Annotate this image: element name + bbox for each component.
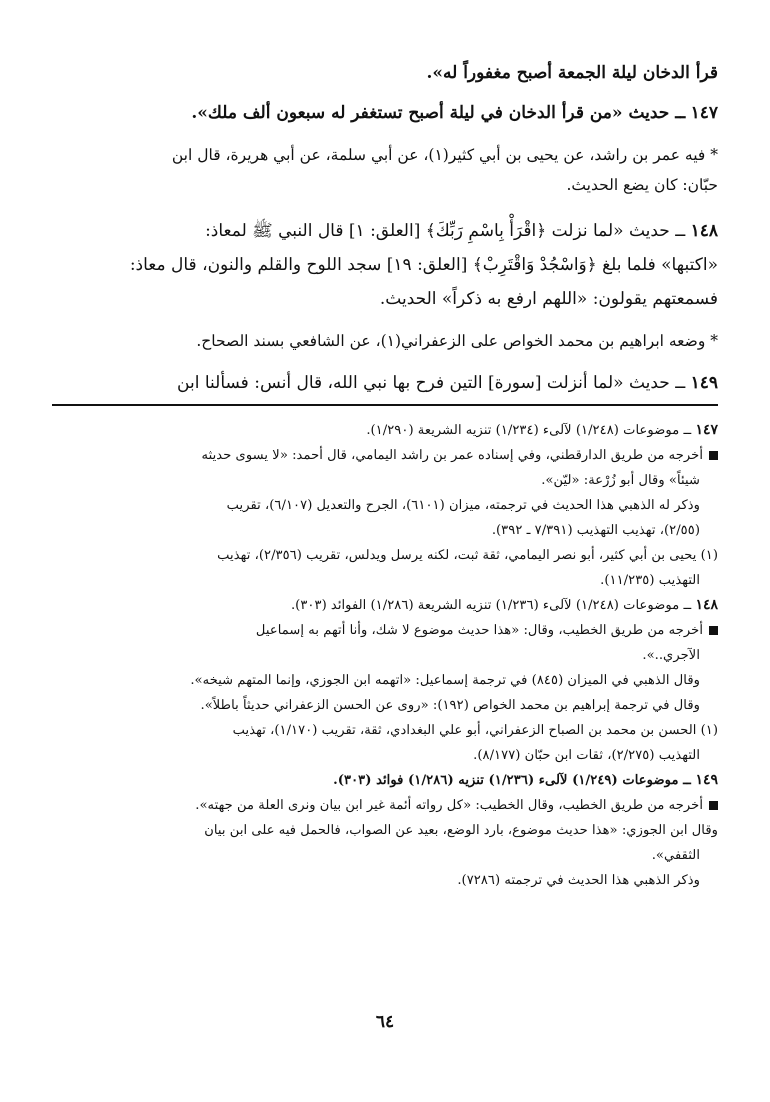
footnote-149-c: الثقفي».	[651, 848, 700, 863]
footnote-148-b: الآجري..».	[642, 648, 700, 663]
square-bullet-icon	[709, 451, 718, 460]
footnote-149-head	[52, 768, 718, 793]
footnote-text: ــ موضوعات (١/٢٤٨) لآلىء (١/٢٣٤) تنزيه الشريعة (١/٢٩٠).	[366, 423, 692, 438]
footnote-147-e: (١) يحيى بن أبي كثير، أبو نصر اليمامي، ثقة ثبت، لكنه يرسل ويدلس، تقريب (٢/٣٥٦)، تهذيب	[217, 548, 718, 563]
footnote-147-b: شيئاً» وقال أبو زُرْعة: «ليّن».	[541, 473, 700, 488]
note-148: * وضعه ابراهيم بن محمد الخواص على الزعفراني(١)، عن الشافعي بسند الصحاح.	[196, 332, 718, 350]
main-text	[52, 60, 718, 400]
hadith-text: ــ حديث «من قرأ الدخان في ليلة أصبح تستغفر له سبعون ألف ملك».	[191, 103, 686, 123]
footnote-number: ١٤٧	[695, 422, 718, 438]
footnote-149-a	[52, 793, 718, 818]
footnote-divider	[52, 404, 718, 406]
page-number: ٦٤	[375, 1012, 395, 1032]
hadith-148-line2: «اكتبها» فلما بلغ ﴿وَاسْجُدْ وَاقْتَرِبْ﴾ [العلق: ١٩] سجد اللوح والقلم والنون، قال معاذ:	[129, 255, 718, 275]
hadith-147	[52, 96, 718, 130]
hadith-text: ــ حديث «لما أنزلت [سورة] التين فرح بها نبي الله، قال أنس: فسألنا ابن	[177, 373, 686, 393]
hadith-149	[52, 366, 718, 400]
hadith-number: ١٤٨	[690, 221, 718, 241]
footnote-147-a	[52, 443, 718, 468]
footnote-149-b: وقال ابن الجوزي: «هذا حديث موضوع، بارد الوضع، بعيد عن الصواب، فالحمل فيه على ابن بيان	[204, 823, 718, 838]
hadith-number: ١٤٩	[690, 373, 718, 393]
footnote-text: ــ موضوعات (١/٢٤٩) لآلىء (١/٢٣٦) تنزيه (١/٢٨٦) فوائد (٣٠٣).	[333, 773, 691, 788]
square-bullet-icon	[709, 626, 718, 635]
footnote-number: ١٤٩	[695, 772, 718, 788]
footnote-text: أخرجه من طريق الخطيب، وقال الخطيب: «كل رواته أئمة غير ابن بيان ونرى العلة من جهته».	[195, 798, 703, 813]
hadith-number: ١٤٧	[690, 103, 718, 123]
footnote-148-d: وقال في ترجمة إبراهيم بن محمد الخواص (١٩٢): «روى عن الحسن الزعفراني حديثاً باطلاً».	[200, 698, 700, 713]
hadith-text: ــ حديث «لما نزلت ﴿اقْرَأْ بِاسْمِ رَبِّكَ﴾ [العلق: ١] قال النبي ﷺ لمعاذ:	[205, 221, 686, 241]
footnote-148-head	[52, 593, 718, 618]
footnote-number: ١٤٨	[695, 597, 718, 613]
square-bullet-icon	[709, 801, 718, 810]
footnote-149-d: وذكر الذهبي هذا الحديث في ترجمته (٧٢٨٦).	[457, 873, 700, 888]
footnote-147-f: التهذيب (١١/٢٣٥).	[600, 573, 700, 588]
footnote-147-d: (٢/٥٥)، تهذيب التهذيب (٧/٣٩١ ـ ٣٩٢).	[491, 523, 700, 538]
footnotes	[52, 418, 718, 893]
page-content	[52, 60, 718, 893]
footnote-147-c: وذكر له الذهبي هذا الحديث في ترجمته، ميزان (٦١٠١)، الجرح والتعديل (٦/١٠٧)، تقريب	[226, 498, 700, 513]
footnote-148-e: (١) الحسن بن محمد بن الصباح الزعفراني، أبو علي البغدادي، ثقة، تقريب (١/١٧٠)، تهذيب	[232, 723, 718, 738]
note-147-line1: * فيه عمر بن راشد، عن يحيى بن أبي كثير(١)، عن أبي سلمة، عن أبي هريرة، قال ابن	[171, 146, 718, 164]
footnote-148-a	[52, 618, 718, 643]
note-147-line2: حبّان: كان يضع الحديث.	[566, 176, 718, 194]
footnote-text: أخرجه من طريق الخطيب، وقال: «هذا حديث موضوع لا شك، وأنا أتهم به إسماعيل	[255, 623, 703, 638]
footnote-147-head	[52, 418, 718, 443]
footnote-148-f: التهذيب (٢/٢٧٥)، ثقات ابن حبّان (٨/١٧٧).	[473, 748, 700, 763]
footnote-148-c: وقال الذهبي في الميزان (٨٤٥) في ترجمة إسماعيل: «اتهمه ابن الجوزي، وإنما المتهم شيخه».	[190, 673, 700, 688]
footnote-text: أخرجه من طريق الدارقطني، وفي إسناده عمر بن راشد اليمامي، قال أحمد: «لا يسوى حديثه	[201, 448, 703, 463]
footnote-text: ــ موضوعات (١/٢٤٨) لآلىء (١/٢٣٦) تنزيه الشريعة (١/٢٨٦) الفوائد (٣٠٣).	[290, 598, 692, 613]
hadith-148-line3: فسمعتهم يقولون: «اللهم ارفع به ذكراً» الحديث.	[379, 289, 718, 309]
hadith-148-line1	[52, 214, 718, 248]
continuation-line: قرأ الدخان ليلة الجمعة أصبح مغفوراً له».	[426, 63, 718, 83]
